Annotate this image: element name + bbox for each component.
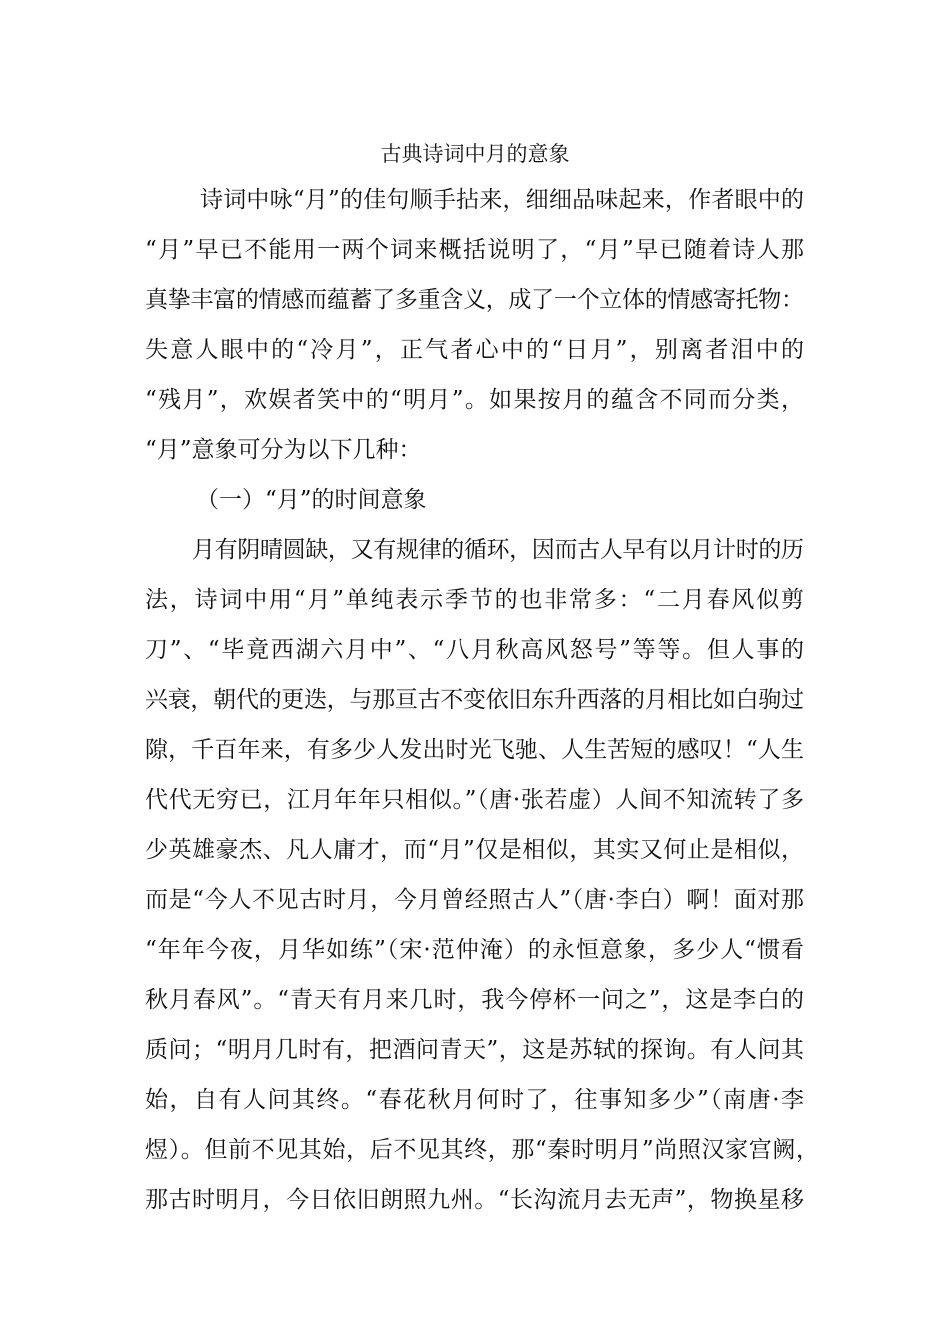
body-line: “月”意象可分为以下几种：: [145, 437, 422, 463]
body-line: 那古时明月，今日依旧朗照九州。“长沟流月去无声”，物换星移: [145, 1187, 805, 1213]
body-line: “月”早已不能用一两个词来概括说明了，“月”早已随着诗人那: [145, 237, 806, 263]
body-line: 少英雄豪杰、凡人庸才，而“月”仅是相似，其实又何止是相似，: [145, 837, 805, 863]
body-line: 失意人眼中的“冷月”，正气者心中的“日月”，别离者泪中的: [145, 337, 807, 363]
body-line: 刀”、“毕竟西湖六月中”、“八月秋高风怒号”等等。但人事的: [145, 637, 806, 663]
section-heading: （一）“月”的时间意象: [196, 487, 427, 513]
document-title: 古典诗词中月的意象: [380, 142, 570, 166]
body-line: 质问；“明月几时有，把酒问青天”，这是苏轼的探询。有人问其: [145, 1037, 805, 1063]
body-line: “残月”，欢娱者笑中的“明月”。如果按月的蕴含不同而分类，: [145, 387, 806, 413]
body-line: 诗词中咏“月”的佳句顺手拈来，细细品味起来，作者眼中的: [200, 187, 805, 213]
body-line: 法，诗词中用“月”单纯表示季节的也非常多：“二月春风似剪: [145, 587, 806, 613]
body-line: 月有阴晴圆缺，又有规律的循环，因而古人早有以月计时的历: [192, 537, 804, 563]
body-line: “年年今夜，月华如练”（宋·范仲淹）的永恒意象，多少人“惯看: [145, 937, 806, 963]
body-line: 而是“今人不见古时月，今月曾经照古人”（唐·李白）啊！面对那: [145, 887, 805, 913]
body-line: 始，自有人问其终。“春花秋月何时了，往事知多少”（南唐·李: [145, 1087, 806, 1113]
body-line: 秋月春风”。“青天有月来几时，我今停杯一问之”，这是李白的: [145, 987, 805, 1013]
body-line: 隙，千百年来，有多少人发出时光飞驰、人生苦短的感叹！“人生: [145, 737, 805, 763]
body-line: 煜）。但前不见其始，后不见其终，那“秦时明月”尚照汉家宫阙，: [145, 1137, 820, 1163]
body-line: 真挚丰富的情感而蕴蓄了多重含义，成了一个立体的情感寄托物：: [145, 287, 804, 313]
body-line: 代代无穷已，江月年年只相似。”（唐·张若虚）人间不知流转了多: [145, 787, 805, 813]
body-line: 兴衰，朝代的更迭，与那亘古不变依旧东升西落的月相比如白驹过: [145, 687, 804, 713]
